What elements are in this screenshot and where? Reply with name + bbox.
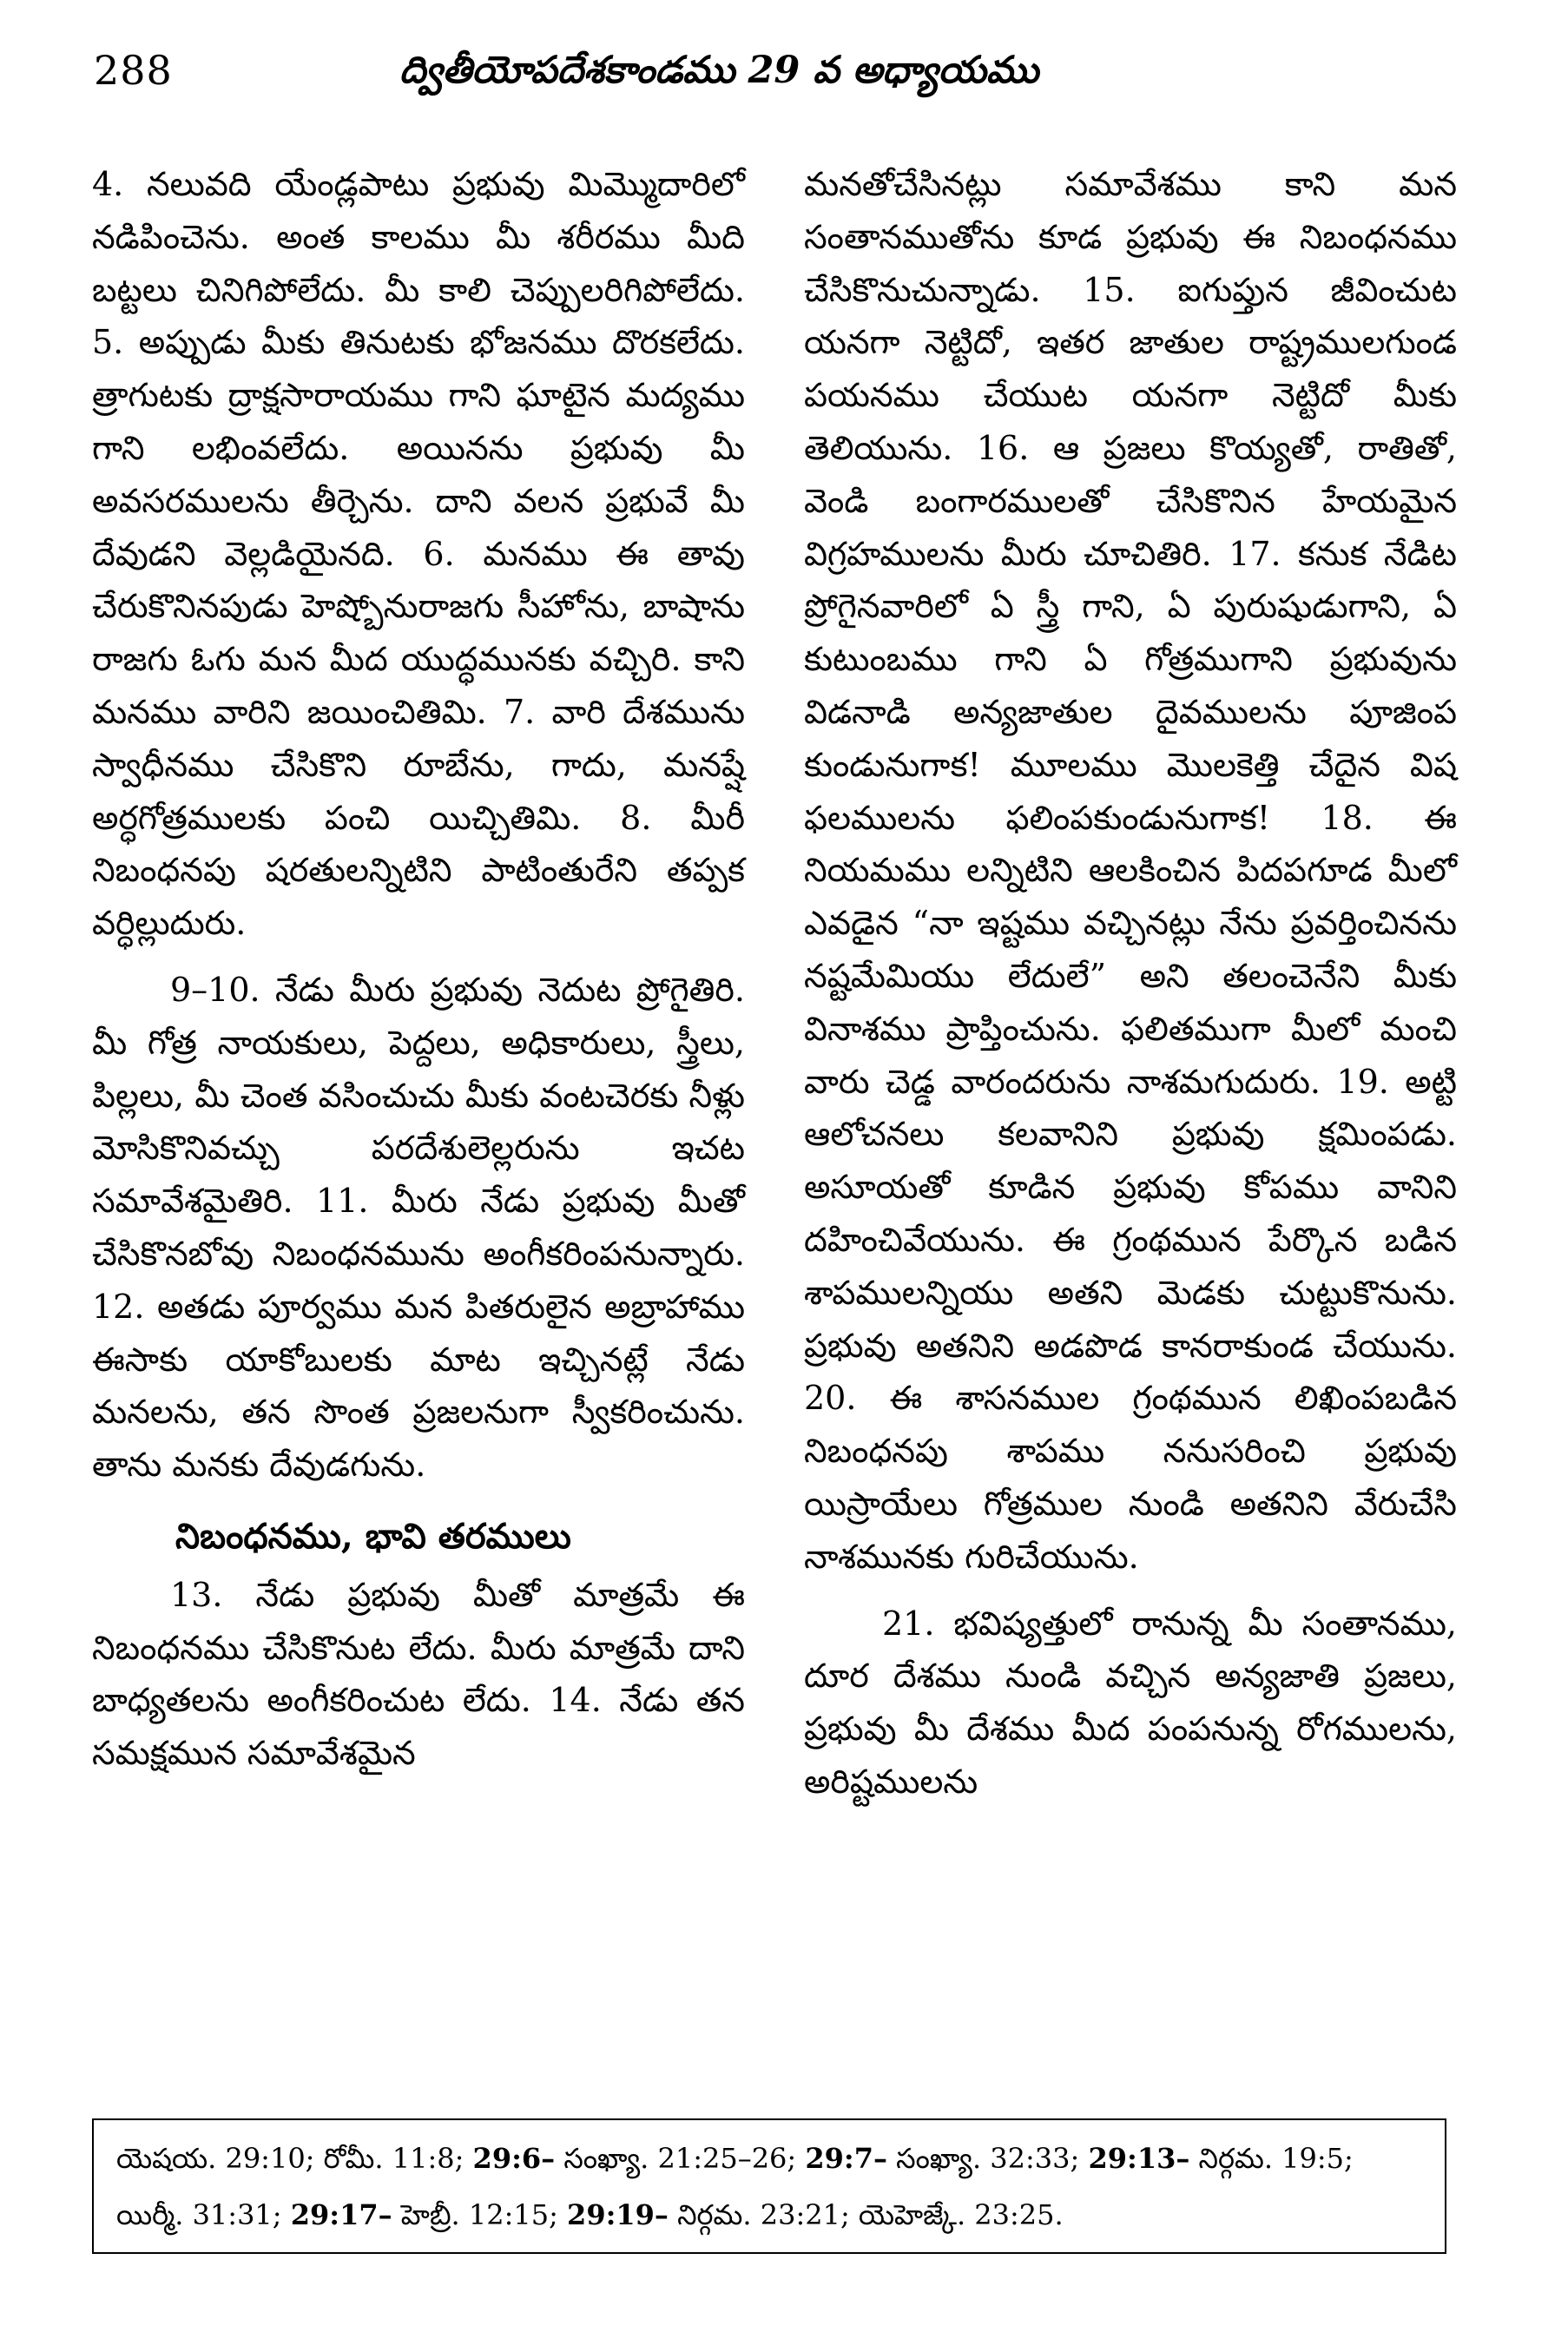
ref-text: నిర్గమ. 19:5; యిర్మీ. 31:31;	[116, 2142, 1354, 2231]
ref-verse: 29:17–	[290, 2198, 392, 2231]
ref-text: సంఖ్యా. 21:25–26;	[563, 2142, 797, 2175]
right-column	[804, 158, 1457, 1808]
ref-text: సంఖ్యా. 32:33;	[896, 2142, 1080, 2175]
left-paragraph-1: 4. నలువది యేండ్లపాటు ప్రభువు మిమ్మొదారిలో నడిపించెను. అంత కాలము మీ శరీరము మీది బట్టలు చినిగిపోలేదు. మీ కాలి చెప్పులరిగిపోలేదు. 5. అప్పుడు మీకు తినుటకు భోజనము దొరకలేదు. త్రాగుటకు ద్రాక్షసారాయము గాని ఘాటైన మద్యము గాని లభింవలేదు. అయినను ప్రభువు మీ అవసరములను తీర్చెను. దాని వలన ప్రభువే మీ దేవుడని వెల్లడియైనది. 6. మనము ఈ తావు చేరుకొనినపుడు హెష్బోనురాజగు సీహోను, బాషాను రాజగు ఓగు మన మీద యుద్ధమునకు వచ్చిరి. కాని మనము వారిని జయించితిమి. 7. వారి దేశమును స్వాధీనము చేసికొని రూబేను, గాదు, మనష్షే అర్ధగోత్రములకు పంచి యిచ్చితిమి. 8. మీరీ నిబంధనపు షరతులన్నిటిని పాటింతురేని తప్పక వర్ధిల్లుదురు.	[92, 165, 745, 943]
left-column	[92, 158, 745, 1780]
ref-verse: 29:13–	[1088, 2142, 1190, 2175]
section-heading: నిబంధనము, భావి తరములు	[175, 1515, 571, 1557]
ref-verse: 29:19–	[567, 2198, 669, 2231]
page-number: 288	[94, 47, 173, 94]
running-head-title: ద్వితీయోపదేశకాండము 29 వ అధ్యాయము	[399, 49, 1039, 92]
ref-text: యెషయ. 29:10; రోమీ. 11:8;	[116, 2142, 464, 2175]
right-paragraph-2: 21. భవిష్యత్తులో రానున్న మీ సంతానము, దూర దేశము నుండి వచ్చిన అన్యజాతి ప్రజలు, ప్రభువు మీ దేశము మీద పంపనున్న రోగములను, అరిష్టములను	[804, 1604, 1457, 1801]
right-paragraph-1: మనతోచేసినట్లు సమావేశము కాని మన సంతానముతోను కూడ ప్రభువు ఈ నిబంధనము చేసికొనుచున్నాడు. 15. ఐగుప్తున జీవించుట యనగా నెట్టిదో, ఇతర జాతుల రాష్ట్రములగుండ పయనము చేయుట యనగా నెట్టిదో మీకు తెలియును. 16. ఆ ప్రజలు కొయ్యతో, రాతితో, వెండి బంగారములతో చేసికొనిన హేయమైన విగ్రహములను మీరు చూచితిరి. 17. కనుక నేడిట ప్రోగైనవారిలో ఏ స్త్రీ గాని, ఏ పురుషుడుగాని, ఏ కుటుంబము గాని ఏ గోత్రముగాని ప్రభువును విడనాడి అన్యజాతుల దైవములను పూజింప కుండునుగాక! మూలము మొలకెత్తి చేదైన విష ఫలములను ఫలింపకుండునుగాక! 18. ఈ నియమము లన్నిటిని ఆలకించిన పిదపగూడ మీలో ఎవడైన “నా ఇష్టము వచ్చినట్లు నేను ప్రవర్తించినను నష్టమేమియు లేదులే” అని తలంచెనేని మీకు వినాశము ప్రాప్తించును. ఫలితముగా మీలో మంచి వారు చెడ్డ వారందరును నాశమగుదురు. 19. అట్టి ఆలోచనలు కలవానిని ప్రభువు క్షమింపడు. అసూయతో కూడిన ప్రభువు కోపము వానిని దహించివేయును. ఈ గ్రంథమున పేర్కొన బడిన శాపములన్నియు అతని మెడకు చుట్టుకొనును. ప్రభువు అతనిని అడపొడ కానరాకుండ చేయును. 20. ఈ శాసనముల గ్రంథమున లిఖింపబడిన నిబంధనపు శాపము ననుసరించి ప్రభువు యిస్రాయేలు గోత్రముల నుండి అతనిని వేరుచేసి నాశమునకు గురిచేయును.	[804, 165, 1457, 1576]
ref-text: నిర్గమ. 23:21; యెహెజ్కే. 23:25.	[677, 2198, 1064, 2231]
ref-verse: 29:6–	[472, 2142, 556, 2175]
left-paragraph-3: 13. నేడు ప్రభువు మీతో మాత్రమే ఈ నిబంధనము చేసికొనుట లేదు. మీరు మాత్రమే దాని బాధ్యతలను అంగీకరించుట లేదు. 14. నేడు తన సమక్షమున సమావేశమైన	[92, 1575, 745, 1773]
ref-text: హెబ్రీ. 12:15;	[400, 2198, 558, 2231]
ref-verse: 29:7–	[805, 2142, 887, 2175]
left-paragraph-2: 9–10. నేడు మీరు ప్రభువు నెదుట ప్రోగైతిరి. మీ గోత్ర నాయకులు, పెద్దలు, అధికారులు, స్త్రీలు, పిల్లలు, మీ చెంత వసించుచు మీకు వంటచెరకు నీళ్లు మోసికొనివచ్చు పరదేశులెల్లరును ఇచట సమావేశమైతిరి. 11. మీరు నేడు ప్రభువు మీతో చేసికొనబోవు నిబంధనమును అంగీకరింపనున్నారు. 12. అతడు పూర్వము మన పితరులైన అబ్రాహాము ఈసాకు యాకోబులకు మాట ఇచ్చినట్లే నేడు మనలను, తన సొంత ప్రజలనుగా స్వీకరించును. తాను మనకు దేవుడగును.	[92, 970, 745, 1485]
cross-references-box	[92, 2118, 1446, 2254]
